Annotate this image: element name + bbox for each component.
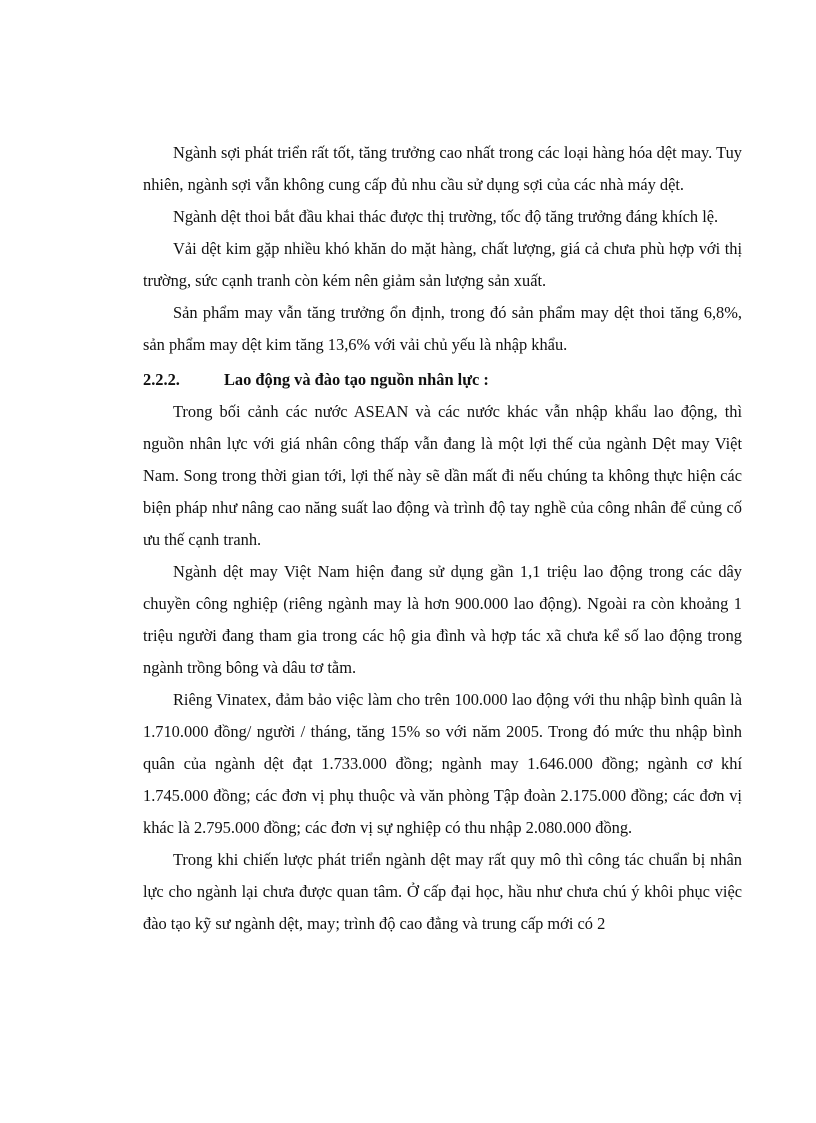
section-heading bbox=[143, 364, 742, 396]
paragraph-yarn-industry: Ngành sợi phát triển rất tốt, tăng trưởng cao nhất trong các loại hàng hóa dệt may. Tuy nhiên, ngành sợi vẫn không cung cấp đủ nhu cầu sử dụng sợi của các nhà máy dệt. bbox=[143, 143, 742, 194]
paragraph-woven-industry: Ngành dệt thoi bắt đầu khai thác được thị trường, tốc độ tăng trưởng đáng khích lệ. bbox=[173, 207, 719, 226]
paragraph-labor-count: Ngành dệt may Việt Nam hiện đang sử dụng gần 1,1 triệu lao động trong các dây chuyền công nghiệp (riêng ngành may là hơn 900.000 lao động). Ngoài ra còn khoảng 1 triệu người đang tham gia trong các hộ gia đình và hợp tác xã chưa kể số lao động trong ngành trồng bông và dâu tơ tằm. bbox=[143, 562, 742, 677]
paragraph-knitted-fabric: Vải dệt kim gặp nhiều khó khăn do mặt hàng, chất lượng, giá cả chưa phù hợp với thị trường, sức cạnh tranh còn kém nên giảm sản lượng sản xuất. bbox=[143, 239, 742, 290]
section-title: Lao động và đào tạo nguồn nhân lực : bbox=[224, 370, 489, 389]
document-body bbox=[143, 137, 742, 940]
paragraph-training-strategy: Trong khi chiến lược phát triển ngành dệt may rất quy mô thì công tác chuẩn bị nhân lực cho ngành lại chưa được quan tâm. Ở cấp đại học, hầu như chưa chú ý khôi phục việc đào tạo kỹ sư ngành dệt, may; trình độ cao đẳng và trung cấp mới có 2 bbox=[143, 850, 742, 933]
paragraph-labor-advantage: Trong bối cảnh các nước ASEAN và các nước khác vẫn nhập khẩu lao động, thì nguồn nhân lực với giá nhân công thấp vẫn đang là một lợi thế của ngành Dệt may Việt Nam. Song trong thời gian tới, lợi thế này sẽ dần mất đi nếu chúng ta không thực hiện các biện pháp như nâng cao năng suất lao động và trình độ tay nghề của công nhân để củng cố ưu thế cạnh tranh. bbox=[143, 402, 742, 549]
section-number: 2.2.2. bbox=[143, 370, 180, 389]
paragraph-vinatex-income: Riêng Vinatex, đảm bảo việc làm cho trên 100.000 lao động với thu nhập bình quân là 1.710.000 đồng/ người / tháng, tăng 15% so với năm 2005. Trong đó mức thu nhập bình quân của ngành dệt đạt 1.733.000 đồng; ngành may 1.646.000 đồng; ngành cơ khí 1.745.000 đồng; các đơn vị phụ thuộc và văn phòng Tập đoàn 2.175.000 đồng; các đơn vị khác là 2.795.000 đồng; các đơn vị sự nghiệp có thu nhập 2.080.000 đồng. bbox=[143, 690, 742, 837]
paragraph-garment-products: Sản phẩm may vẫn tăng trưởng ổn định, trong đó sản phẩm may dệt thoi tăng 6,8%, sản phẩm may dệt kim tăng 13,6% với vải chủ yếu là nhập khẩu. bbox=[143, 303, 742, 354]
